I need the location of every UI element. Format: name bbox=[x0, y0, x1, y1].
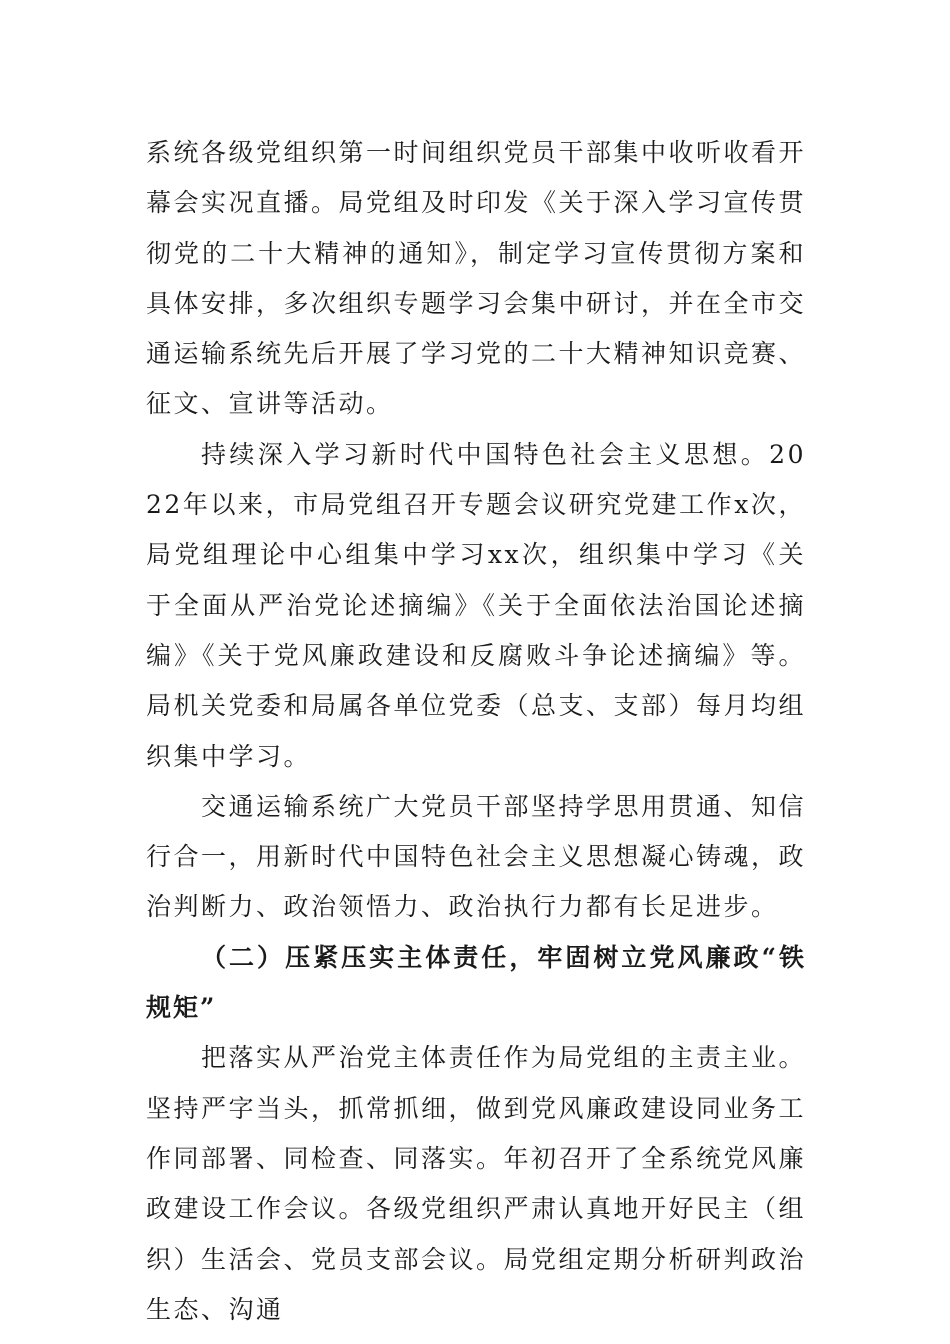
paragraph-party-members: 交通运输系统广大党员干部坚持学思用贯通、知信行合一，用新时代中国特色社会主义思想凝心铸魂，政治判断力、政治领悟力、政治执行力都有长足进步。 bbox=[146, 791, 807, 922]
section-heading: （二）压紧压实主体责任，牢固树立党风廉政“铁规矩” bbox=[146, 942, 806, 1023]
paragraph-continuation: 系统各级党组织第一时间组织党员干部集中收听收看开幕会实况直播。局党组及时印发《关于深入学习宣传贯彻党的二十大精神的通知》，制定学习宣传贯彻方案和具体安排，多次组织专题学习会集中研讨，并在全市交通运输系统先后开展了学习党的二十大精神知识竞赛、征文、宣讲等活动。 bbox=[146, 138, 807, 419]
document-body bbox=[146, 128, 806, 1335]
paragraph-responsibility: 把落实从严治党主体责任作为局党组的主责主业。坚持严字当头，抓常抓细，做到党风廉政建设同业务工作同部署、同检查、同落实。年初召开了全系统党风廉政建设工作会议。各级党组织严肃认真地开好民主（组织）生活会、党员支部会议。局党组定期分析研判政治生态、沟通 bbox=[146, 1043, 807, 1324]
paragraph-study-thought: 持续深入学习新时代中国特色社会主义思想。2022年以来，市局党组召开专题会议研究党建工作x次，局党组理论中心组集中学习xx次，组织集中学习《关于全面从严治党论述摘编》《关于全面依法治国论述摘编》《关于党风廉政建设和反腐败斗争论述摘编》等。局机关党委和局属各单位党委（总支、支部）每月均组织集中学习。 bbox=[146, 439, 807, 771]
